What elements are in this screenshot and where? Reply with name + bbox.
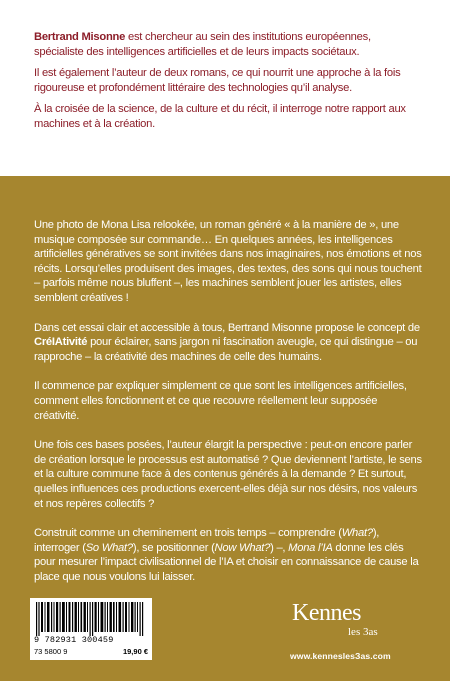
bio-paragraph-3: À la croisée de la science, de la culture et du récit, il interroge notre rapport aux machines et à la création. bbox=[34, 103, 406, 130]
barcode-info-row bbox=[34, 647, 148, 656]
blurb-paragraph-2: Dans cet essai clair et accessible à tous, Bertrand Misonne propose le concept de CréIAtivité pour éclairer, sans jargon ni fascination aveugle, ce qui distingue – ou rapproche – la créativité des machines de celle des humains. bbox=[34, 321, 420, 363]
publisher-imprint: les 3as bbox=[348, 626, 378, 638]
isbn-barcode bbox=[30, 598, 152, 660]
blurb-section bbox=[0, 176, 450, 681]
author-bio bbox=[34, 30, 422, 139]
book-title: Mona l’IA bbox=[288, 541, 333, 554]
blurb-paragraph-4: Une fois ces bases posées, l’auteur élargit la perspective : peut-on encore parler de création lorsque le processus est automatisé ? Que deviennent l’artiste, le sens et la culture commune face à des contenus générés à la demande ? Et surtout, quelles influences ces productions exercent-elles déjà sur nos désirs, nos valeurs et nos repères collectifs ? bbox=[34, 439, 422, 510]
publisher-name: Kennes bbox=[292, 600, 361, 626]
product-code: 73 5800 9 bbox=[34, 647, 68, 656]
bio-paragraph-2: Il est également l’auteur de deux romans, ce qui nourrit une approche à la fois rigoureuse et profondément littéraire des technologies qu’il analyse. bbox=[34, 67, 401, 94]
blurb-paragraph-1: Une photo de Mona Lisa relookée, un roman généré « à la manière de », une musique composée sur commande… En quelques années, les intelligences artificielles génératives se sont invitées dans nos imaginaires, nos émotions et nos récits. Lorsqu’elles produisent des images, des textes, des sons qui nous touchent – parfois même nous bluffent –, les machines semblent jouer les artistes, elles semblent créatives ! bbox=[34, 219, 422, 304]
isbn-number: 9 782931 300459 bbox=[34, 635, 114, 645]
bio-paragraph-1: Bertrand Misonne est chercheur au sein des institutions européennes, spécialiste des intelligences artificielles et de leurs impacts sociétaux. bbox=[34, 31, 371, 58]
author-name: Bertrand Misonne bbox=[34, 31, 126, 43]
author-bio-section bbox=[0, 0, 450, 176]
price: 19,90 € bbox=[122, 647, 148, 656]
concept-term: CréIAtivité bbox=[34, 336, 88, 349]
publisher-logo bbox=[292, 600, 412, 648]
blurb-paragraph-5: Construit comme un cheminement en trois temps – comprendre (What?), interroger (So What?), se positionner (Now What?) –, Mona l’IA donne les clés pour mesurer l’impact civilisationnel de l’IA et choisir en connaissance de cause la place que nous voulons lui laisser. bbox=[34, 527, 419, 583]
barcode-bars bbox=[36, 602, 146, 636]
blurb bbox=[34, 218, 422, 599]
publisher-website[interactable]: www.kenneslesЗas.com bbox=[290, 651, 391, 661]
blurb-paragraph-3: Il commence par expliquer simplement ce que sont les intelligences artificielles, comment elles fonctionnent et ce que recouvre réellement leur supposée créativité. bbox=[34, 380, 407, 422]
